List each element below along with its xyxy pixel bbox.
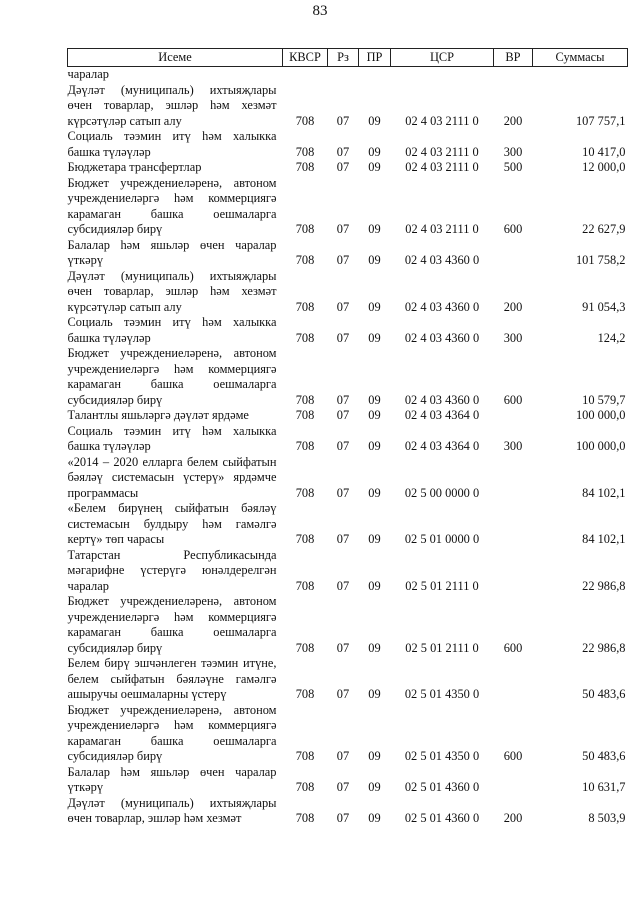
- cell-vr: [494, 408, 533, 424]
- cell-pr: [359, 67, 391, 83]
- cell-sum: 84 102,1: [582, 532, 626, 546]
- header-pr: ПР: [359, 49, 391, 67]
- cell-kvsr: 708: [295, 485, 315, 500]
- cell-csr: 02 4 03 4364 0: [404, 439, 480, 453]
- cell-pr: 09: [368, 330, 381, 345]
- cell-rz: 07: [336, 811, 350, 825]
- cell-vr: 200: [503, 811, 523, 825]
- header-kvsr: КВСР: [283, 49, 328, 67]
- cell-rz: 07: [336, 113, 350, 128]
- header-csr: ЦСР: [391, 49, 494, 67]
- cell-csr: [391, 67, 494, 83]
- cell-pr: 09: [368, 222, 381, 236]
- cell-rz: 07: [336, 408, 350, 422]
- table-row: [68, 269, 628, 316]
- cell-pr: 09: [368, 749, 381, 763]
- cell-pr: 09: [368, 532, 381, 546]
- cell-sum: 124,2: [597, 330, 626, 345]
- cell-pr: 09: [368, 811, 381, 825]
- budget-table: [67, 48, 628, 827]
- cell-vr: [494, 656, 533, 703]
- cell-kvsr: 708: [295, 640, 315, 655]
- cell-kvsr: 708: [295, 532, 315, 546]
- cell-name: Балалар һәм яшьләр өчен чаралар үткәрү: [67, 764, 277, 794]
- table-row: [68, 594, 628, 656]
- cell-kvsr: 708: [295, 392, 315, 407]
- cell-rz: 07: [336, 532, 350, 546]
- table-row: [68, 408, 628, 424]
- cell-kvsr: 708: [295, 160, 315, 174]
- cell-name: Татарстан Республикасында мәгарифне үстерүгә юнәлдерелгән чаралар: [67, 547, 277, 593]
- table-row: [68, 501, 628, 548]
- cell-name: «2014 – 2020 елларга белем сыйфатын бәяләү системасын үстерү» ярдәмче программасы: [67, 454, 277, 500]
- cell-pr: 09: [368, 780, 381, 794]
- cell-kvsr: 708: [295, 578, 315, 593]
- cell-kvsr: 708: [295, 299, 315, 314]
- cell-sum: 107 757,1: [575, 113, 626, 128]
- table-row: [68, 315, 628, 346]
- cell-pr: 09: [368, 439, 381, 453]
- cell-vr: 300: [503, 144, 523, 159]
- cell-rz: [328, 67, 359, 83]
- cell-sum: 10 579,7: [582, 392, 626, 407]
- cell-name: Бюджет учреждениеләренә, автоном учреждениеләргә һәм коммерциягә карамаган башка оешмаларга субсидияләр бирү: [67, 346, 277, 407]
- cell-kvsr: 708: [295, 811, 315, 825]
- cell-csr: 02 5 01 4360 0: [404, 811, 480, 825]
- cell-pr: 09: [368, 578, 381, 593]
- cell-pr: 09: [368, 253, 381, 267]
- cell-kvsr: 708: [295, 113, 315, 128]
- cell-name: Бюджет учреждениеләренә, автоном учреждениеләргә һәм коммерциягә карамаган башка оешмаларга субсидияләр бирү: [67, 175, 277, 236]
- cell-rz: 07: [336, 392, 350, 407]
- cell-rz: 07: [336, 780, 350, 794]
- header-vr: ВР: [494, 49, 533, 67]
- cell-csr: 02 5 01 0000 0: [404, 532, 480, 546]
- cell-csr: 02 4 03 4360 0: [404, 330, 480, 345]
- cell-sum: 22 986,8: [582, 640, 626, 655]
- cell-pr: 09: [368, 160, 381, 174]
- cell-name: Талантлы яшьләргә дәүләт ярдәме: [67, 408, 249, 422]
- cell-rz: 07: [336, 749, 350, 763]
- cell-rz: 07: [336, 253, 350, 267]
- cell-kvsr: 708: [295, 408, 315, 422]
- cell-csr: 02 5 00 0000 0: [404, 485, 480, 500]
- cell-rz: 07: [336, 330, 350, 345]
- table-row: [68, 160, 628, 176]
- cell-name: Дәүләт (муниципаль) ихтыяҗлары өчен товарлар, эшләр һәм хезмәт: [67, 795, 277, 825]
- cell-pr: 09: [368, 485, 381, 500]
- cell-name: Бюджет учреждениеләренә, автоном учреждениеләргә һәм коммерциягә карамаган башка оешмаларга субсидияләр бирү: [67, 702, 277, 763]
- table-row: [68, 129, 628, 160]
- cell-vr: 200: [503, 113, 523, 128]
- table-row: [68, 238, 628, 269]
- cell-sum: 101 758,2: [575, 253, 626, 267]
- cell-kvsr: 708: [295, 222, 315, 236]
- cell-vr: [494, 455, 533, 502]
- cell-pr: 09: [368, 392, 381, 407]
- table-row: [68, 765, 628, 796]
- cell-name: Белем бирү эшчәнлеген тәэмин итүне, белем сыйфатын бәяләүне гамәлгә ашыручы оешмаларны үстерү: [67, 656, 277, 701]
- header-rz: Рз: [328, 49, 359, 67]
- table-row: [68, 455, 628, 502]
- cell-sum: 84 102,1: [582, 485, 626, 500]
- cell-vr: 600: [503, 749, 523, 763]
- cell-csr: 02 4 03 4360 0: [404, 253, 480, 267]
- cell-sum: 22 627,9: [582, 222, 626, 236]
- cell-name: Социаль тәэмин итү һәм халыкка башка түләүләр: [67, 315, 277, 345]
- cell-rz: 07: [336, 222, 350, 236]
- cell-csr: 02 5 01 4350 0: [404, 687, 480, 701]
- cell-csr: 02 5 01 2111 0: [405, 578, 479, 593]
- cell-kvsr: [283, 67, 328, 83]
- cell-pr: 09: [368, 299, 381, 314]
- cell-csr: 02 4 03 2111 0: [405, 160, 479, 174]
- cell-vr: 500: [503, 160, 523, 174]
- table-body: [68, 67, 628, 827]
- cell-sum: 91 054,3: [582, 299, 626, 314]
- cell-sum: 10 417,0: [582, 144, 626, 159]
- cell-vr: [494, 238, 533, 269]
- cell-pr: 09: [368, 113, 381, 128]
- cell-csr: 02 4 03 2111 0: [405, 144, 479, 159]
- cell-kvsr: 708: [295, 330, 315, 345]
- cell-name: Социаль тәэмин итү һәм халыкка башка түләүләр: [67, 129, 277, 159]
- cell-csr: 02 5 01 4360 0: [404, 780, 480, 794]
- cell-sum: 10 631,7: [582, 780, 626, 794]
- table-row: [68, 703, 628, 765]
- table-row: [68, 83, 628, 130]
- cell-rz: 07: [336, 485, 350, 500]
- cell-name: чаралар: [67, 67, 109, 81]
- cell-pr: 09: [368, 144, 381, 159]
- cell-rz: 07: [336, 439, 350, 453]
- cell-csr: 02 5 01 4350 0: [404, 749, 480, 763]
- cell-sum: 50 483,6: [582, 749, 626, 763]
- cell-kvsr: 708: [295, 687, 315, 701]
- cell-csr: 02 4 03 4364 0: [404, 408, 480, 422]
- cell-csr: 02 4 03 2111 0: [405, 222, 479, 236]
- cell-rz: 07: [336, 640, 350, 655]
- cell-sum: 100 000,0: [575, 439, 626, 453]
- cell-name: Дәүләт (муниципаль) ихтыяҗлары өчен товарлар, эшләр һәм хезмәт күрсәтүләр сатып алу: [67, 82, 277, 128]
- cell-csr: 02 4 03 2111 0: [405, 113, 479, 128]
- cell-vr: [494, 67, 533, 83]
- cell-rz: 07: [336, 299, 350, 314]
- cell-sum: 22 986,8: [582, 578, 626, 593]
- table-row: [68, 548, 628, 595]
- cell-kvsr: 708: [295, 253, 315, 267]
- cell-vr: [494, 765, 533, 796]
- table-header-row: [68, 49, 628, 67]
- cell-name: Бюджет учреждениеләренә, автоном учреждениеләргә һәм коммерциягә карамаган башка оешмаларга субсидияләр бирү: [67, 594, 277, 655]
- table-row: [68, 346, 628, 408]
- cell-sum: 12 000,0: [582, 160, 626, 174]
- cell-csr: 02 4 03 4360 0: [404, 392, 480, 407]
- cell-csr: 02 4 03 4360 0: [404, 299, 480, 314]
- cell-rz: 07: [336, 144, 350, 159]
- table-row: [68, 176, 628, 238]
- cell-name: Дәүләт (муниципаль) ихтыяҗлары өчен товарлар, эшләр һәм хезмәт күрсәтүләр сатып алу: [67, 268, 277, 314]
- cell-rz: 07: [336, 687, 350, 701]
- cell-kvsr: 708: [295, 439, 315, 453]
- cell-kvsr: 708: [295, 780, 315, 794]
- cell-vr: 600: [503, 392, 523, 407]
- page-number: 83: [312, 3, 328, 19]
- cell-sum: 50 483,6: [582, 687, 626, 701]
- cell-kvsr: 708: [295, 749, 315, 763]
- cell-sum: [533, 67, 628, 83]
- cell-name: Бюджетара трансфертлар: [67, 160, 202, 174]
- cell-vr: 200: [503, 299, 523, 314]
- cell-kvsr: 708: [295, 144, 315, 159]
- cell-name: Социаль тәэмин итү һәм халыкка башка түләүләр: [67, 423, 277, 453]
- cell-vr: [494, 548, 533, 595]
- cell-pr: 09: [368, 687, 381, 701]
- table-row: [68, 796, 628, 827]
- cell-sum: 100 000,0: [575, 408, 626, 422]
- table-row: [68, 67, 628, 83]
- header-sum: Суммасы: [533, 49, 628, 67]
- cell-name: «Белем бирүнең сыйфатын бәяләү системасын булдыру һәм гамәлгә кертү» төп чарасы: [67, 501, 277, 546]
- cell-pr: 09: [368, 640, 381, 655]
- cell-rz: 07: [336, 578, 350, 593]
- cell-vr: [494, 501, 533, 548]
- cell-pr: 09: [368, 408, 381, 422]
- cell-name: Балалар һәм яшьләр өчен чаралар үткәрү: [67, 237, 277, 267]
- cell-vr: 300: [503, 439, 523, 453]
- cell-vr: 600: [503, 222, 523, 236]
- cell-vr: 300: [503, 330, 523, 345]
- cell-csr: 02 5 01 2111 0: [405, 640, 479, 655]
- table-row: [68, 424, 628, 455]
- cell-sum: 8 503,9: [588, 811, 626, 825]
- cell-vr: 600: [503, 640, 523, 655]
- cell-rz: 07: [336, 160, 350, 174]
- header-name: Исеме: [68, 49, 283, 67]
- table-row: [68, 656, 628, 703]
